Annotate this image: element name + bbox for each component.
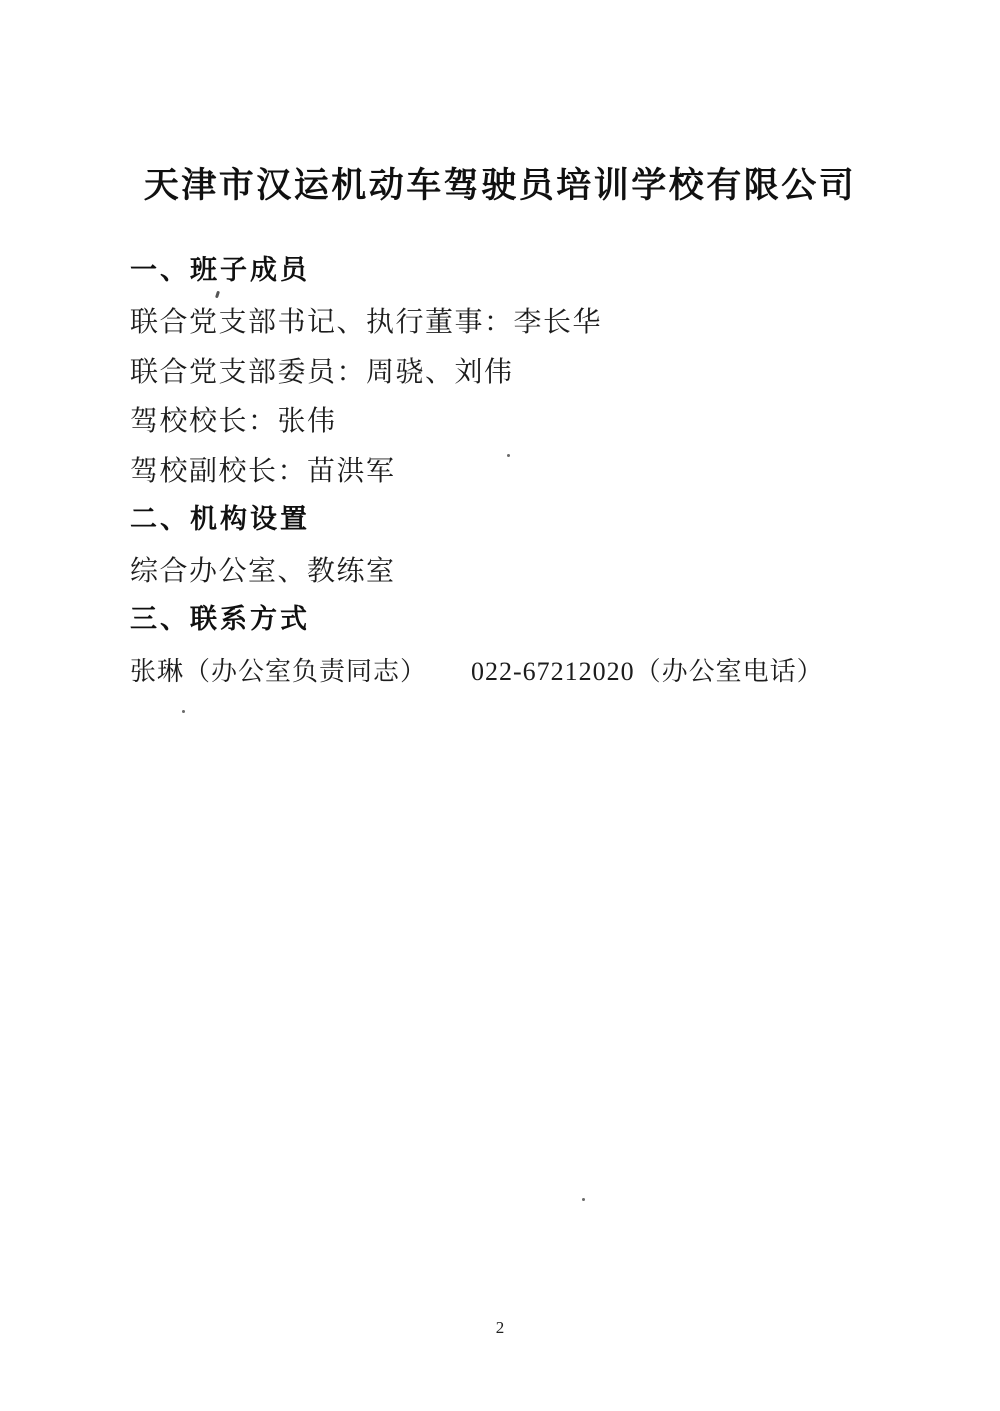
section-1-line-vice-principal: 驾校副校长：苗洪军	[130, 456, 396, 487]
section-1-line-party-members: 联合党支部委员：周骁、刘伟	[130, 357, 514, 388]
section-1-line-party-secretary: 联合党支部书记、执行董事：李长华	[130, 307, 603, 338]
section-1-heading: 一、班子成员	[130, 255, 310, 285]
contact-phone-number: 022-67212020（办公室电话）	[471, 657, 824, 686]
section-1-line-principal: 驾校校长：张伟	[130, 406, 337, 437]
section-2-line-offices: 综合办公室、教练室	[130, 556, 396, 587]
scan-artifact-tick	[215, 291, 220, 299]
contact-line	[130, 657, 824, 687]
scan-artifact-dot	[507, 454, 510, 457]
page-number: 2	[495, 1318, 505, 1337]
contact-person: 张琳（办公室负责同志）	[130, 657, 428, 686]
document-title: 天津市汉运机动车驾驶员培训学校有限公司	[143, 166, 857, 205]
scan-artifact-dot	[582, 1198, 585, 1201]
section-3-heading: 三、联系方式	[130, 604, 310, 634]
section-2-heading: 二、机构设置	[130, 504, 310, 534]
scan-artifact-dot	[182, 710, 185, 713]
